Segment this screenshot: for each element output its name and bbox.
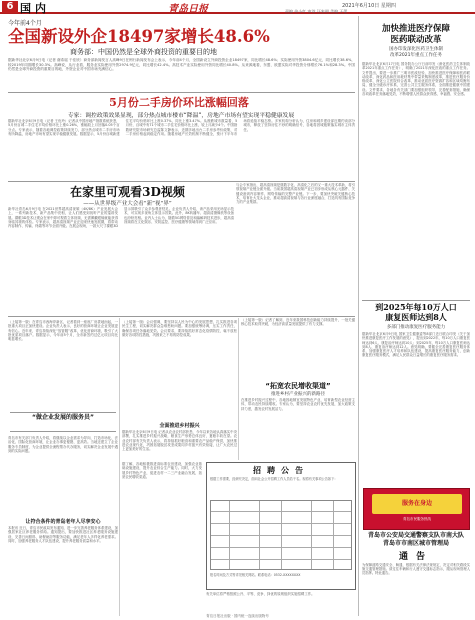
lead-subhead: 商务部：中国仍然是全球外商投资的重要目的地	[70, 48, 217, 56]
right-headline-1: 加快推进医疗保障 医药联动改革	[381, 24, 450, 45]
bottom-mid-headline: 全面推进乡村振兴	[159, 423, 200, 429]
story2-subhead: 专家：调控政策效果显现，部分热点城市楼市“降温”，房地产市场有望实现平稳健康发展	[67, 113, 295, 119]
divider	[8, 181, 355, 182]
bottom-left-body: （上接第一版）在青岛市西海岸新区，记者看到一座座厂房拔地而起，一批重大项目正加快建设。企业负责人表示，良好的营商环境让企业发展更有信心。近年来，青岛持续深化“放管服”改革，优化营商环境，吸引了大批优质项目落户。数据显示，今年前5个月，全市新签约过亿元项目同比明显增长。	[8, 320, 118, 342]
page-footer: 青岛日报社出版 · 国内统一连续出版物号	[206, 614, 269, 618]
lead-body: 据新华社北京6月9日电（记者 谢希瑶 于佳欣）商务部新闻发言人高峰9日在例行新闻发布会上表示，今年前4个月，全国新设立外商投资企业18497家，同比增长48.6%；实际使用外资3804.6亿元，同比增长38.6%，较2019年同期增长30.3%。高峰说，从行业看，服务业实际使用外资2974.9亿元，同比增长42.4%。高技术产业实际使用外资同比增长40.8%。从来源地看，东盟、欧盟实际对华投资分别增长76.1%和28.3%。中国仍然是全球外商投资的重要目的地，外资企业对中国市场充满信心。	[8, 58, 355, 71]
recruitment-footer: 报名时间及方式等详见相关网站。联系电话：0532-XXXXXXXX	[210, 573, 301, 577]
bottom-left-body-3: 本报讯 近日，青岛市民政局发布通知，进一步完善养老服务体系建设，加强居家社区养老服务供给。通知提出，要加快推进社区养老服务设施建设，完善日间照料、助餐助浴等服务功能，满足老年人多样化养老需求。同时，加强养老服务人才队伍建设，提升养老服务质量和水平。	[8, 526, 118, 543]
story3-headline: 在家里可观看3D视频	[70, 185, 185, 199]
right-body-2: 据新华社北京6月9日电 国家卫生健康委等8部门近日联合印发《关于加快推进康复医疗工作发展的意见》，提出到2022年，每10万人口康复医师达到6人、康复治疗师达到10人；到2025年，每10万人口康复医师达到8人、康复治疗师达到12人。意见明确，要健全完善康复医疗服务体系，加强康复医疗人才培养和队伍建设，提高康复医疗服务能力，创新康复医疗服务模式，满足人民群众日益增长的康复医疗服务需求。	[362, 332, 470, 358]
column-rule	[119, 318, 120, 616]
story3-body: 新华社青岛6月9日电 在2021世界超高清视频（4K/8K）产业发展大会上，一系列新技术、新产品集中亮相，让人们感受到视听产业的蓬勃发展。裸眼3D技术让观众在家中即可观看立体视频，无需佩戴眼镜就能获得身临其境的体验。专家表示，超高清视频产业正迎来快速发展期，将带动内容制作、传输、终端等环节全面升级。在展会现场，一款大尺寸裸眼3D显示屏吸引了众多参观者驻足。企业负责人介绍，该产品采用光场显示技术，可实现多视角立体显示效果。此外，8K转播车、超高清摄像机等设备也纷纷亮相。业内人士认为，随着5G网络普及和编解码技术进步，超高清视频将在文化娱乐、安防监控、医疗健康等领域得到广泛应用。	[8, 207, 234, 229]
recruitment-intro: 根据工作需要，经研究决定，面向社会公开招聘工作人员若干名。现将有关事项公告如下：	[210, 477, 338, 481]
notice-body: 为保障道路交通安全、畅通，根据有关法律法规规定，决定对相关路段实施交通管理措施。请过往车辆和行人遵守交通标志指示，服从现场管理人员指挥。特此通告。	[362, 563, 470, 576]
date-line: 2021年6月10日 星期四	[342, 3, 396, 9]
table-column-rule	[229, 501, 230, 569]
story3-subhead: ——从世界级产业大会看“新”视“界”	[83, 201, 172, 207]
lead-headline: 全国新设外企18497家增长48.6%	[8, 27, 270, 46]
notice-heading: 通告	[398, 552, 433, 562]
column-rule	[358, 16, 359, 616]
recruitment-table	[210, 500, 352, 570]
bottom-right-subhead: 推进乡村产业振兴的新路径	[271, 392, 325, 397]
editor-credits: 责编 佟小红 审读 汪家明 美编 王蕾	[285, 9, 348, 14]
right-body-1: 据新华社北京6月17日电 国务院办公厅日前印发《深化医药卫生体制改革2021年重点工作任务》，明确了2021年深化医改的重点工作任务。文件提出，要进一步推广三明市医改经验，加快推进医疗保障和医药联动改革，深化药品和医用耗材集中带量采购制度改革，推进医疗服务价格改革，深化公立医院综合改革，推动优质医疗资源扩容和区域均衡布局，健全分级诊疗体系，完善公共卫生服务体系，全面推进健康中国建设。文件要求，各地各有关部门要加强组织领导，完善配套措施，确保各项改革任务落地见效，不断增强人民群众获得感、幸福感、安全感。	[362, 62, 470, 97]
notice-issuer: 青岛市公安局交通警察支队市南大队 青岛市市南区城市管理局	[367, 532, 464, 547]
bottom-right-body-3: 有关单位将严格按照公开、平等、竞争、择优的原则组织实施招聘工作。	[206, 592, 315, 596]
top-bar	[0, 0, 475, 14]
divider	[8, 316, 355, 317]
bottom-mid-body-2: 据新华社北京6月9日电 记者从农业农村部获悉，今年以来各地认真落实中央部署，扎实推进乡村振兴战略，粮食生产形势总体良好，夏粮丰收在望。农业农村部有关负责人表示，将持续抓好粮食和重要农产品稳产保供，加快推进农业现代化，巩固拓展脱贫攻坚成果同乡村振兴有效衔接，让广大农民过上更加美好的生活。	[122, 430, 237, 452]
bottom-right-body: （上接第一版）记者了解到，近年来我国科技创新能力持续提升，一批关键核心技术取得突破，为经济高质量发展提供了有力支撑。	[241, 318, 355, 327]
story2-body: 据新华社北京6月9日电（记者 王优玲）记者从中国房地产指数系统获悉，5月份百城二手住宅平均价格环比上涨0.26%，涨幅较上月回落0.05个百分点。专家表示，随着各地调控政策持续发力，部分热点城市二手房市场有所降温，房地产市场有望实现平稳健康发展。数据显示，5月份百城新建住宅平均价格环比上涨0.37%，同比上涨3.47%。从涨跌城市数量看，5月份，百城中有71个城市二手住宅价格环比上涨，较上月减少4个。中国指数研究院市场研究总监陈文静表示，近期多地出台二手房参考价政策，对二手房价格起到稳定作用。随着房地产长效机制不断健全，预计下半年市场将延续平稳态势。多家机构分析认为，住房和城乡建设部近期约谈部分城市，释放了坚持房住不炒的明确信号，各地将因城施策落实城市主体责任。	[8, 119, 355, 136]
advertisement-caption: 青岛市民服务热线	[403, 517, 431, 521]
bottom-mid-col: 据了解，各地积极推进高标准农田建设，加强农业基础设施建设，提升农业综合生产能力。同时，大力发展乡村特色产业，促进农村一二三产业融合发展，拓宽农民增收渠道。	[122, 462, 202, 479]
newspaper-brand-logo: 青岛日报	[168, 4, 208, 15]
advertisement-slogan: 服务在身边	[372, 494, 462, 514]
table-column-rule	[281, 501, 282, 569]
bottom-mid-body: （上接第一版）会议强调，要坚持以人民为中心的发展思想，扎实推进各项民生工程，切实解决群众急难愁盼问题。要加强统筹协调，压实工作责任，确保各项任务落地见效。会议要求，要持续抓好常态化疫情防控，毫不放松做好各项防控措施，巩固来之不易的防控成果。	[122, 320, 237, 337]
right-subhead-2: 多部门推动康复医疗服务能力	[386, 325, 446, 330]
table-column-rule	[259, 501, 260, 569]
bottom-left-headline-2: 让符合条件的青岛老年人尽享安心	[25, 519, 101, 525]
bottom-left-body-2: 青岛市有关部门负责人介绍，将继续以企业需求为导向，打造市场化、法治化、国际化营商环境，让企业办事更便捷、更高效。当地还建立了企业服务专员制度，为企业提供全流程帮办代办服务，切实解决企业发展中遇到的实际问题。	[8, 436, 118, 453]
bottom-right-body-2: 在推进乡村振兴过程中，各地因地制宜发展特色产业，培育新型农业经营主体，带动农民持续增收。专家认为，要坚持农业农村优先发展，加大政策支持力度，激发农村发展活力。	[241, 398, 355, 411]
lead-kicker: 今年前4个月	[8, 20, 42, 27]
column-rule	[238, 318, 239, 460]
bottom-right-headline: “拓宽农民增收渠道”	[265, 382, 331, 390]
table-column-rule	[333, 501, 334, 569]
quote-headline: “做企业发展的服务员”	[32, 414, 94, 421]
table-column-rule	[311, 501, 312, 569]
page-number: 6	[2, 1, 18, 13]
right-headline-2: 到2025年每10万人口 康复医师达到8人	[375, 302, 457, 322]
recruitment-title: 招聘公告	[253, 466, 309, 475]
story2-headline: 5月份二手房价环比涨幅回落	[109, 96, 249, 109]
divider	[362, 300, 470, 301]
story3-side-body: 与会专家指出，超高清视频是继数字化、高清化之后的又一重大技术革新，将引领视频产业链全面升级。当前我国超高清视频产业已初步形成从核心元器件、关键设备到内容制作、网络传输的完整产业链。下一步，要加快突破关键核心技术，培育壮大龙头企业，推动超高清视频与各行业深度融合，打造具有国际竞争力的产业集群。	[236, 183, 355, 205]
section-title: 国内	[20, 2, 50, 15]
right-subhead-1: 国办印发深化医药卫生体制 改革2021年重点工作任务	[389, 47, 443, 58]
divider	[8, 92, 355, 93]
